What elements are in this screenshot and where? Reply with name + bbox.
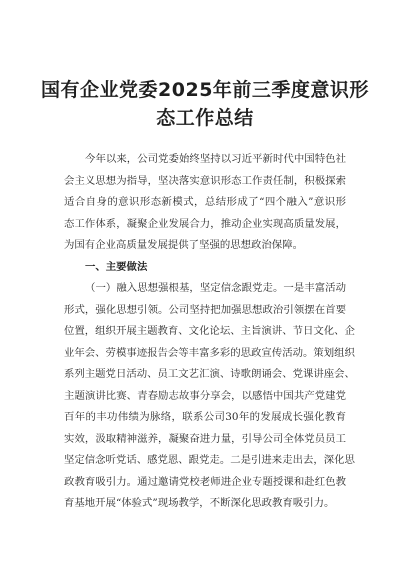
text-line: 主题演讲比赛、青春励志故事分享会，以感悟中国共产党建党	[64, 389, 346, 402]
text-line: 政教育吸引力。通过邀请党校老师进企业专题授课和赴红色教	[64, 475, 346, 488]
document-body	[64, 149, 355, 515]
intro-paragraph	[64, 149, 346, 257]
text-line: 适合自身的意识形态新模式，总结形成了“四个融入”意识形	[64, 196, 346, 208]
text-line: 系列主题党日活动、员工文艺汇演、诗歌朗诵会、党课讲座会、	[64, 368, 355, 380]
text-line: （一）融入思想强根基，坚定信念跟党走。一是丰富活动	[85, 282, 346, 294]
section-heading: 一、主要做法	[85, 260, 148, 273]
text-line: 育基地开展“体验式”现场教学，不断深化思政教育吸引力。	[64, 497, 335, 509]
text-line: 坚定信念听党话、感党恩、跟党走。二是引进来走出去，深化思	[64, 454, 355, 466]
text-line: 会主义思想为指导，坚决落实意识形态工作责任制，积极探索	[64, 174, 346, 187]
title-line: 国有企业党委2025年前三季度意识形	[41, 79, 369, 101]
title-line: 态工作总结	[156, 107, 254, 129]
text-line: 形式，强化思想引领。公司坚持把加强思想政治引领摆在首要	[64, 303, 346, 316]
text-line: 为国有企业高质量发展提供了坚强的思想政治保障。	[64, 239, 303, 251]
document-title	[30, 76, 380, 132]
text-line: 百年的丰功伟绩为脉络，联系公司30年的发展成长强化教育	[64, 411, 346, 423]
text-line: 业年会、劳模事迹报告会等丰富多彩的思政宣传活动。策划组织	[64, 346, 355, 359]
text-line: 实效，汲取精神滋养，凝聚奋进力量，引导公司全体党员员工	[64, 432, 346, 445]
section1-paragraph	[64, 278, 355, 515]
text-line: 位置，组织开展主题教育、文化论坛、主旨演讲、节日文化、企	[64, 325, 355, 337]
text-line: 今年以来，公司党委始终坚持以习近平新时代中国特色社	[85, 153, 346, 165]
text-line: 态工作体系，凝聚企业发展合力，推动企业实现高质量发展，	[64, 217, 346, 230]
